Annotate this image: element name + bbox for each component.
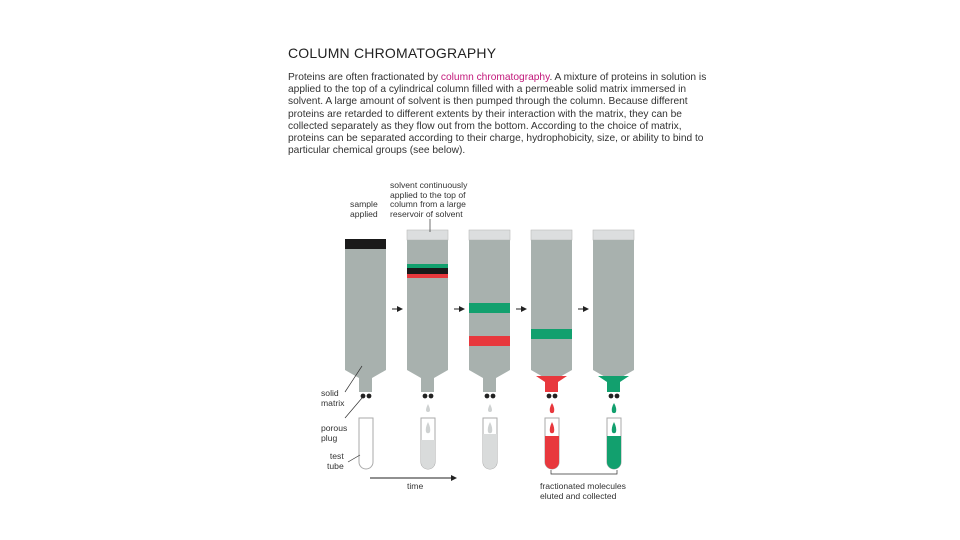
page-title: COLUMN CHROMATOGRAPHY: [288, 45, 497, 61]
column-5: [593, 230, 634, 469]
column-1: [345, 239, 386, 469]
column-4: [531, 230, 572, 469]
para-after: . A mixture of proteins in solution is applied to the top of a cylindrical column filled with a permeable solid matrix immersed in solvent. A large amount of solvent is then pumped through the column. Because different proteins are retarded to different extents by their interaction with the matrix, they can be collected separately as they flow out from the bottom. According to the choice of matrix, proteins can be separated according to their charge, hydrophobicity, size, or ability to bind to particular chemical groups (see below).: [288, 72, 707, 157]
red-band: [469, 336, 510, 346]
label-sample-applied: sample applied: [350, 199, 378, 219]
label-solid-matrix: solid matrix: [321, 388, 345, 408]
label-solvent: solvent continuously applied to the top of column from a large reservoir of solvent: [390, 180, 468, 219]
test-tube-1: [359, 418, 373, 469]
sample-band: [345, 239, 386, 249]
column-2: [407, 230, 448, 469]
solvent-reservoir: [407, 230, 448, 240]
highlight-term: column chromatography: [440, 72, 550, 83]
label-time: time: [407, 481, 424, 491]
porous-plug: [361, 394, 366, 399]
label-porous-plug: porous plug: [321, 423, 348, 443]
label-fractionated: fractionated molecules eluted and collected: [540, 481, 626, 501]
column-3: [469, 230, 510, 469]
label-test-tube: test tube: [327, 451, 344, 471]
para-before: Proteins are often fractionated by: [288, 72, 441, 83]
green-band: [469, 303, 510, 313]
